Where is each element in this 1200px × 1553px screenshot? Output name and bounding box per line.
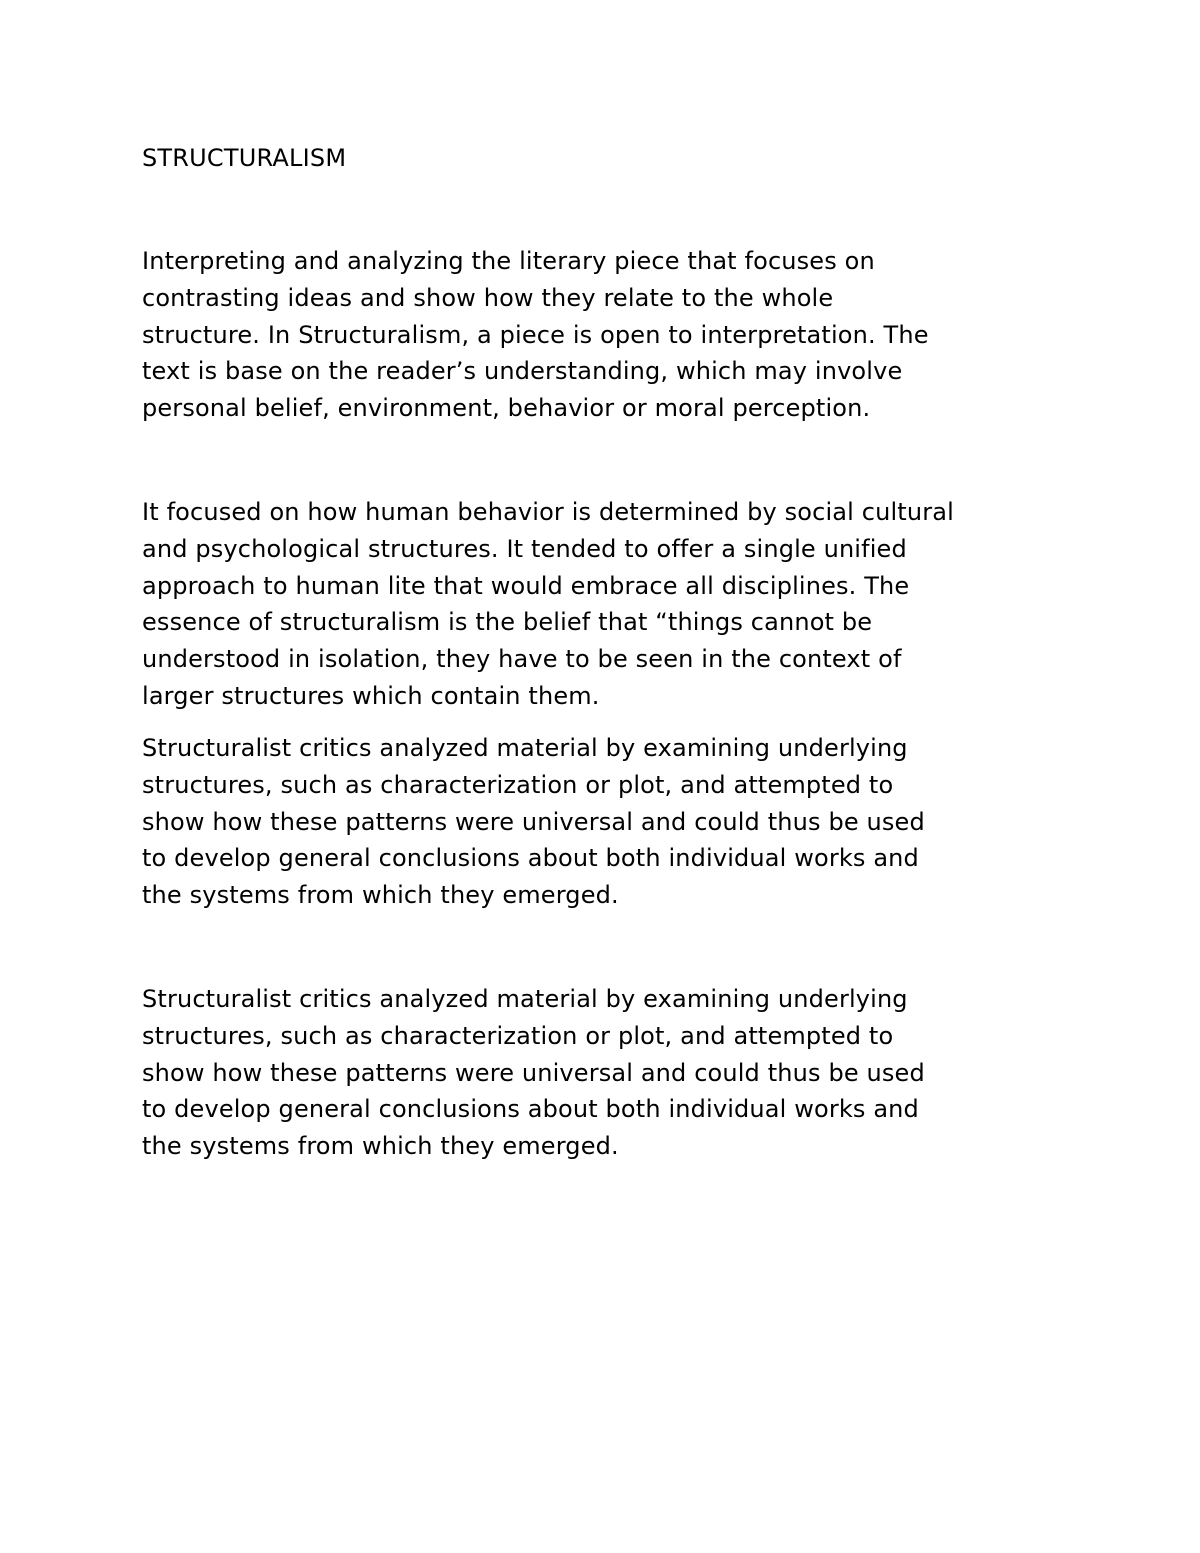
paragraph-line: Interpreting and analyzing the literary piece that focuses on [142, 247, 875, 275]
paragraph-line: essence of structuralism is the belief that “things cannot be [142, 608, 873, 637]
paragraph-line: approach to human lite that would embrace all disciplines. The [142, 571, 910, 600]
paragraph-line: structure. In Structuralism, a piece is open to interpretation. The [142, 320, 929, 349]
paragraph-line: contrasting ideas and show how they relate to the whole [142, 283, 834, 312]
paragraph-line: and psychological structures. It tended to offer a single unified [142, 534, 907, 563]
paragraph-line: Structuralist critics analyzed material by examining underlying [142, 985, 908, 1013]
paragraph-line: to develop general conclusions about both individual works and [142, 844, 919, 873]
paragraph-line: Structuralist critics analyzed material by examining underlying [142, 734, 908, 762]
paragraph-line: to develop general conclusions about both individual works and [142, 1095, 919, 1124]
paragraph-structuralist-critics [142, 730, 925, 914]
document-title: STRUCTURALISM [142, 144, 347, 172]
paragraph-line: the systems from which they emerged. [142, 881, 619, 910]
paragraph-structuralist-critics-repeat [142, 981, 925, 1165]
paragraph-line: personal belief, environment, behavior or moral perception. [142, 394, 871, 423]
paragraph-line: structures, such as characterization or plot, and attempted to [142, 770, 894, 799]
paragraph-line: larger structures which contain them. [142, 681, 600, 710]
paragraph-line: show how these patterns were universal and could thus be used [142, 1058, 925, 1087]
paragraph-line: text is base on the reader’s understanding, which may involve [142, 357, 903, 386]
paragraph-line: show how these patterns were universal and could thus be used [142, 807, 925, 836]
paragraph-line: the systems from which they emerged. [142, 1132, 619, 1161]
paragraph-line: structures, such as characterization or plot, and attempted to [142, 1021, 894, 1050]
paragraph-human-behavior [142, 494, 954, 715]
paragraph-interpreting [142, 243, 929, 427]
paragraph-line: understood in isolation, they have to be seen in the context of [142, 645, 902, 674]
paragraph-line: It focused on how human behavior is determined by social cultural [142, 498, 954, 526]
